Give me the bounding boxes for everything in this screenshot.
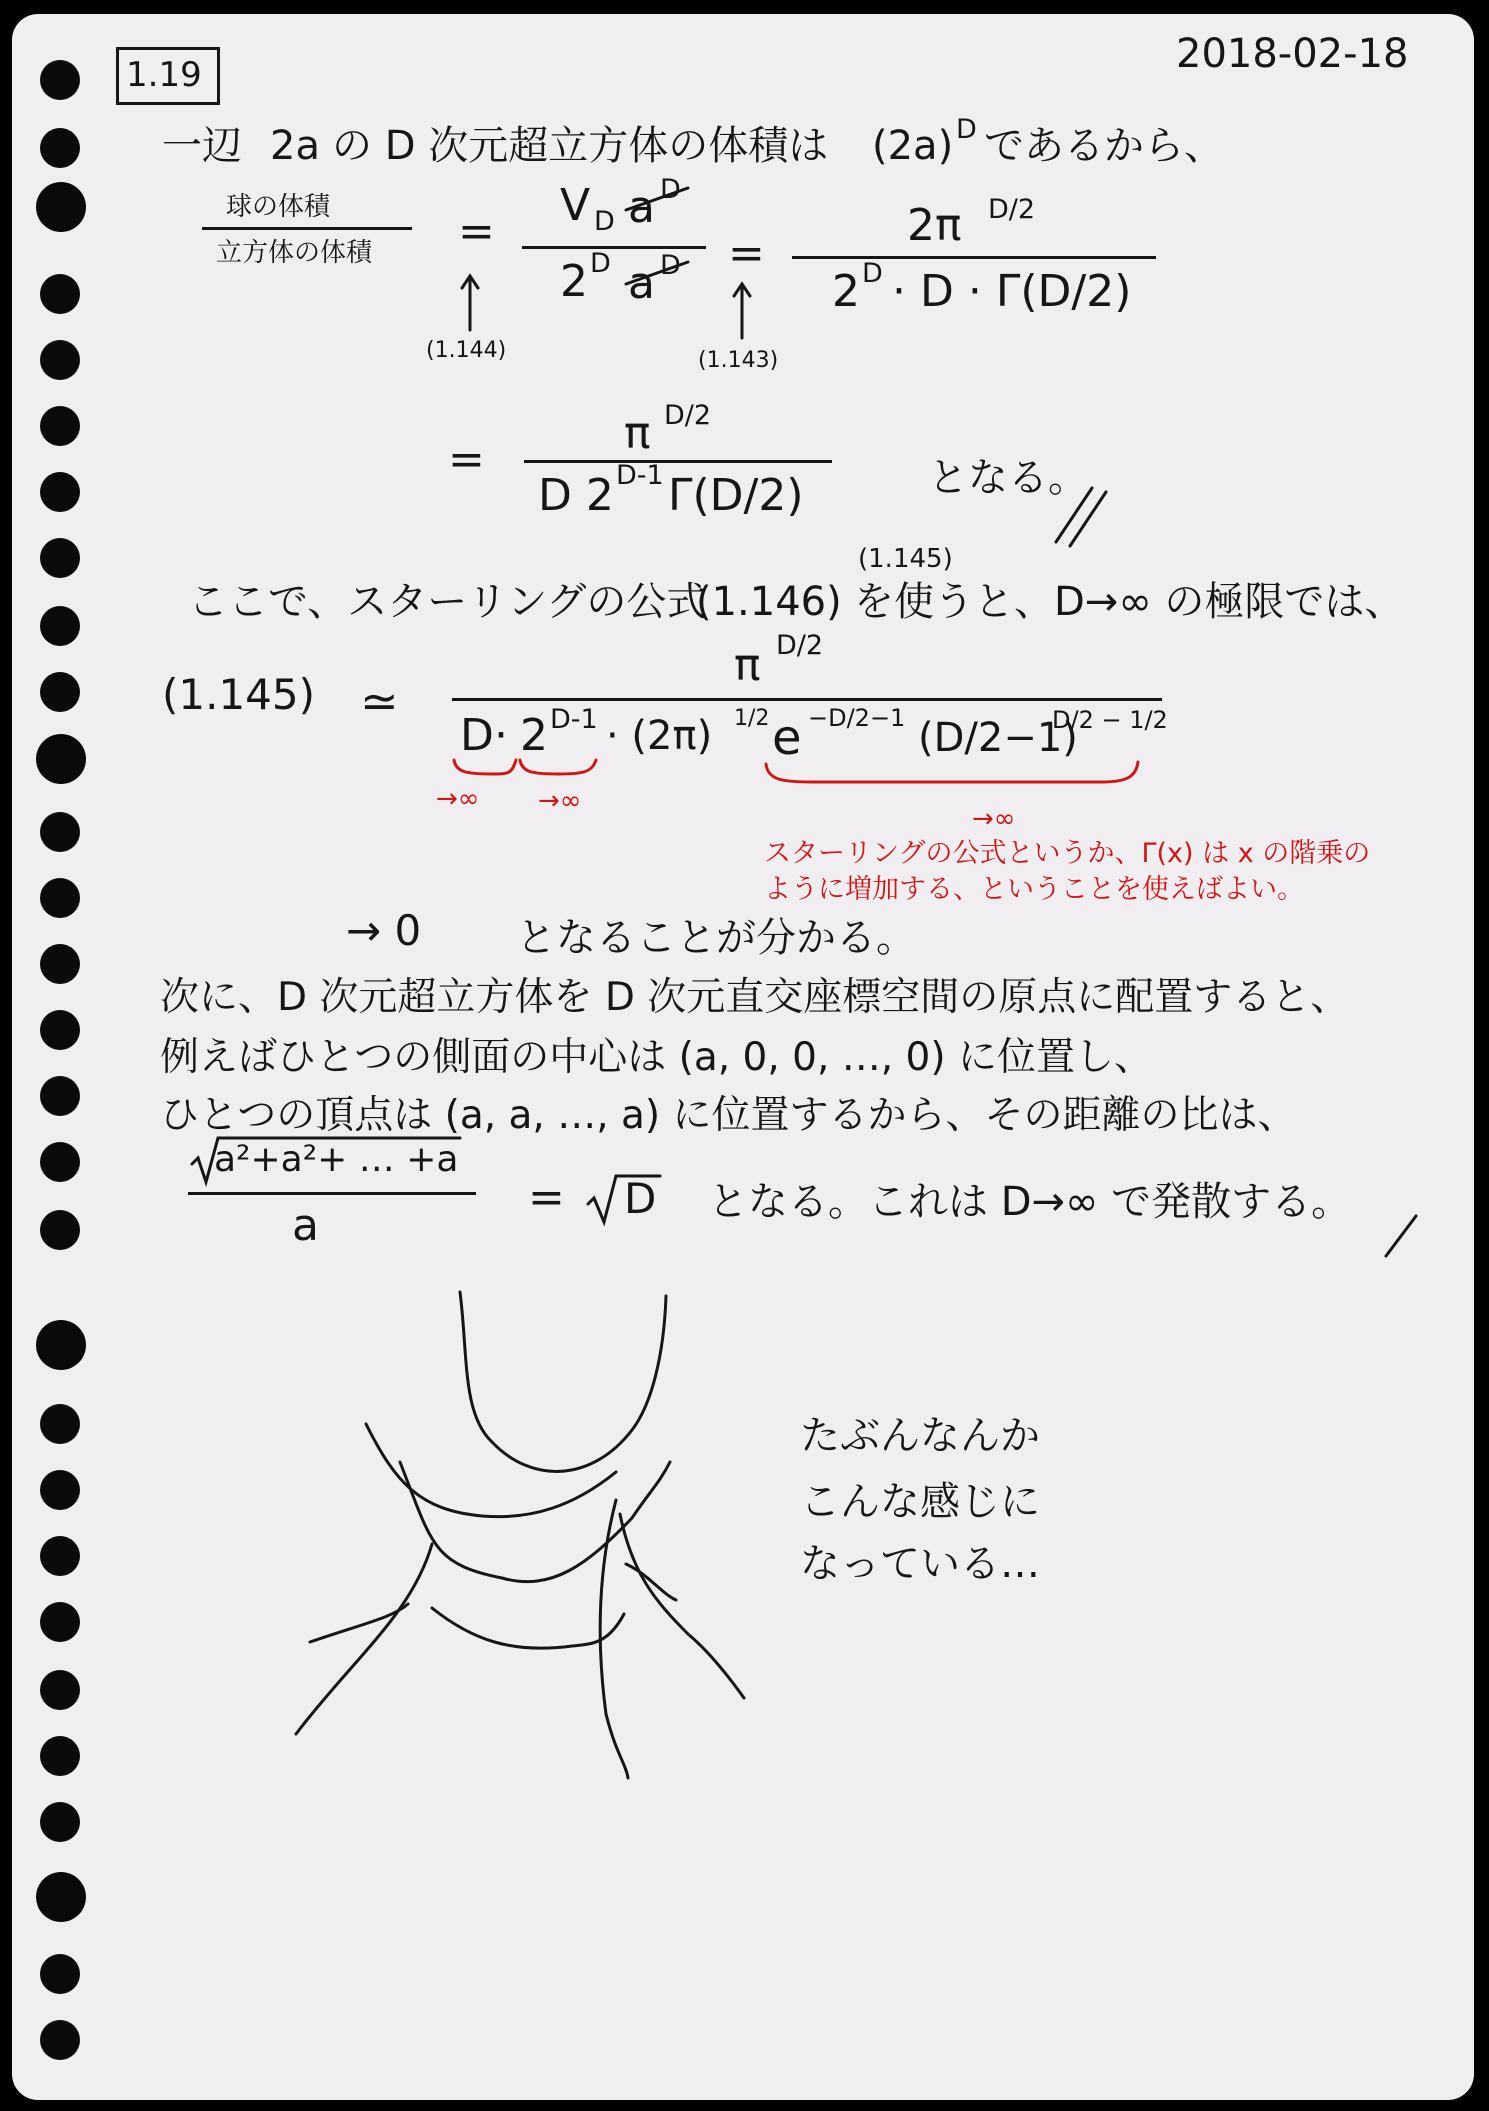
stirling-ref-correction: (1.145) <box>858 544 953 574</box>
distance-ratio-numerator: a²+a²+ … +a <box>214 1139 459 1180</box>
stirling-ref: (1.146) <box>696 579 842 625</box>
intro-text-b: の D 次元超立方体の体積は <box>332 123 829 169</box>
sketch-caption-line-1: たぶんなんか <box>800 1413 1040 1459</box>
asymptotic-numerator-exp: D/2 <box>776 630 824 661</box>
problem-number: 1.19 <box>126 55 202 95</box>
frac2-numerator: 2π <box>907 200 962 251</box>
frac1-numerator-exp: D <box>660 174 681 205</box>
den-e-exp: −D/2−1 <box>808 704 906 732</box>
ratio-conclusion: となる。 <box>928 455 1088 501</box>
sqrt-sign-icon <box>588 1176 660 1222</box>
hand-drawn-strokes <box>12 14 1474 2100</box>
distance-equals: = <box>528 1172 565 1223</box>
equals-sign-1: = <box>458 206 495 257</box>
check-mark-icon <box>1070 492 1106 546</box>
frac1-denominator-2: 2 <box>560 256 588 307</box>
frac1-numerator-sub: D <box>594 206 615 237</box>
sketch-caption-line-2: こんな感じに <box>800 1479 1040 1525</box>
red-underbrace <box>520 760 596 774</box>
sketch-caption-line-3: なっている… <box>800 1541 1040 1587</box>
asymptotic-numerator: π <box>734 640 761 691</box>
den-dot: · <box>494 710 508 761</box>
intro-side: 2a <box>270 123 320 169</box>
frac1-numerator-v: V <box>560 180 591 231</box>
frac3-denominator-exp: D-1 <box>616 460 664 491</box>
red-underbrace <box>454 760 516 774</box>
limit-zero: → 0 <box>346 906 422 955</box>
intro-volume: (2a) <box>872 123 954 169</box>
red-note-line-2: ように増加する、ということを使えばよい。 <box>764 874 1304 905</box>
notebook-page <box>12 14 1474 2100</box>
date: 2018-02-18 <box>1176 31 1409 77</box>
den-last: (D/2−1) <box>918 715 1078 761</box>
den-e: e <box>772 710 802 766</box>
frac2-denominator-2: 2 <box>832 266 860 317</box>
frac2-numerator-exp: D/2 <box>988 194 1036 225</box>
limit-text: となることが分かる。 <box>516 915 916 961</box>
check-mark-icon <box>1386 1216 1416 1256</box>
cube-volume-label: 立方体の体積 <box>216 238 373 268</box>
intro-text-c: であるから、 <box>984 123 1224 169</box>
arrow-infinity-1: →∞ <box>436 784 480 814</box>
sphere-volume-label: 球の体積 <box>226 192 331 222</box>
equals-sign-3: = <box>448 434 485 485</box>
equals-sign-2: = <box>728 228 765 279</box>
cube-line-2: 例えばひとつの側面の中心は (a, 0, 0, …, 0) に位置し、 <box>160 1035 1153 1080</box>
den-2pi: · (2π) <box>606 713 713 759</box>
frac3-denominator-d2: D 2 <box>538 470 614 521</box>
frac1-denominator-exp: D <box>590 248 611 279</box>
den-2-exp: D-1 <box>550 704 598 735</box>
den-2pi-exp: 1/2 <box>734 706 770 731</box>
red-underbrace <box>766 762 1138 782</box>
frac3-numerator: π <box>624 408 651 459</box>
sqrt-d: D <box>624 1174 657 1223</box>
sqrt-sign-icon <box>192 1138 460 1182</box>
hypercube-sketch <box>296 1292 744 1778</box>
cube-line-1: 次に、D 次元超立方体を D 次元直交座標空間の原点に配置すると、 <box>160 975 1350 1020</box>
check-mark-icon <box>1056 488 1092 542</box>
reference-1-143: (1.143) <box>698 348 779 373</box>
strike-denominator <box>626 262 688 284</box>
frac1-denominator-exp2: D <box>660 250 681 281</box>
distance-ratio-denominator: a <box>292 1200 319 1251</box>
frac2-denominator-rest: · D · Γ(D/2) <box>892 266 1132 317</box>
frac3-numerator-exp: D/2 <box>664 400 712 431</box>
cube-conclusion: となる。これは D→∞ で発散する。 <box>708 1179 1352 1225</box>
asymptotic-lhs: (1.145) <box>162 670 316 719</box>
reference-1-144: (1.144) <box>426 338 507 363</box>
stirling-text-b: を使うと、D→∞ の極限では、 <box>854 579 1405 625</box>
den-last-exp: D/2 − 1/2 <box>1052 706 1168 734</box>
den-2: 2 <box>520 710 548 761</box>
den-d: D <box>460 710 494 761</box>
frac3-denominator-gamma: Γ(D/2) <box>668 470 804 521</box>
red-note-line-1: スターリングの公式というか、Γ(x) は x の階乗の <box>764 838 1371 869</box>
approx-sign: ≃ <box>360 674 399 728</box>
intro-text-a: 一辺 <box>162 123 242 169</box>
arrow-up-icon <box>462 276 478 330</box>
cube-line-3: ひとつの頂点は (a, a, …, a) に位置するから、その距離の比は、 <box>160 1093 1297 1138</box>
frac1-denominator-a: a <box>628 258 655 309</box>
stirling-text-a: ここで、スターリングの公式 <box>188 579 707 625</box>
arrow-infinity-3: →∞ <box>972 804 1016 834</box>
arrow-up-icon <box>734 284 750 338</box>
frac2-denominator-exp: D <box>862 258 883 289</box>
frac1-numerator-a: a <box>628 182 655 233</box>
arrow-infinity-2: →∞ <box>538 786 582 816</box>
intro-volume-exponent: D <box>956 114 977 145</box>
strike-numerator <box>626 188 688 210</box>
